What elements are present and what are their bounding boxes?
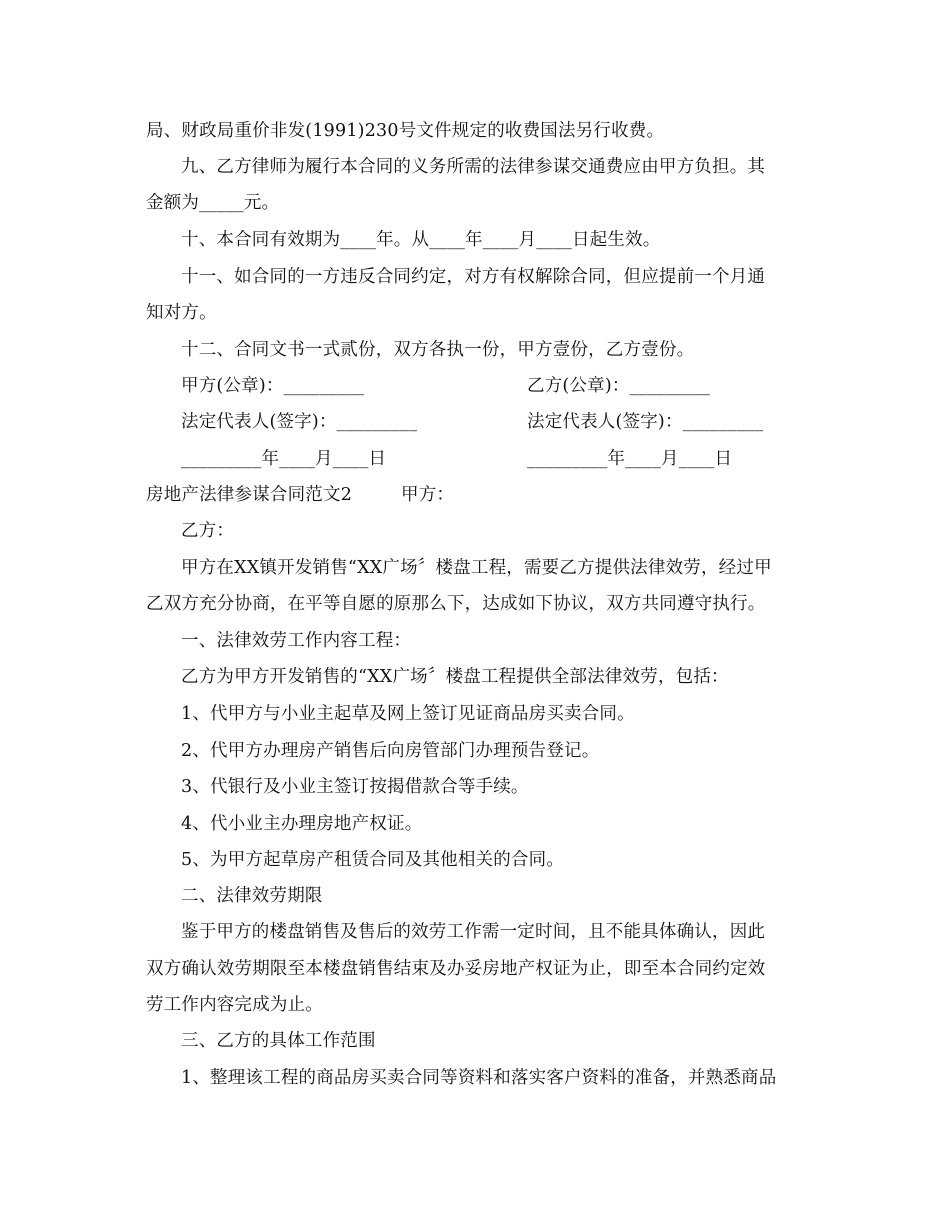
- party-a-representative: 法定代表人(签字)：_________: [181, 412, 418, 432]
- text-line: 乙双方充分协商，在平等自愿的原那么下，达成如下协议，双方共同遵守执行。: [146, 594, 766, 614]
- party-b-representative: 法定代表人(签字)：_________: [527, 412, 764, 432]
- list-item: 1、代甲方与小业主起草及网上签订见证商品房买卖合同。: [181, 704, 635, 724]
- party-b-date: _________年____月____日: [527, 449, 733, 469]
- party-a-seal: 甲方(公章)：_________: [181, 376, 365, 396]
- party-a-label: 甲方：: [401, 485, 455, 505]
- subheading-2: 二、法律效劳期限: [181, 886, 323, 906]
- text-line: 金额为_____元。: [146, 193, 280, 213]
- clause-10: 十、本合同有效期为____年。从____年____月____日起生效。: [181, 230, 661, 250]
- text-line: 局、财政局重价非发(1991)230号文件规定的收费国法另行收费。: [146, 121, 665, 141]
- text-line: 知对方。: [146, 303, 217, 323]
- clause-9: 九、乙方律师为履行本合同的义务所需的法律参谋交通费应由甲方负担。其: [181, 157, 766, 177]
- subheading-1: 一、法律效劳工作内容工程：: [181, 631, 412, 651]
- party-b-seal: 乙方(公章)：_________: [527, 376, 711, 396]
- list-item: 4、代小业主办理房地产权证。: [181, 814, 423, 834]
- list-item: 3、代银行及小业主签订按揭借款合等手续。: [181, 777, 529, 797]
- list-item: 5、为甲方起草房产租赁合同及其他相关的合同。: [181, 850, 565, 870]
- text-line: 乙方为甲方开发销售的“XX广场〞楼盘工程提供全部法律效劳，包括：: [181, 667, 729, 687]
- subheading-3: 三、乙方的具体工作范围: [181, 1031, 376, 1051]
- text-line: 1、整理该工程的商品房买卖合同等资料和落实客户资料的准备，并熟悉商品: [181, 1068, 777, 1088]
- list-item: 2、代甲方办理房产销售后向房管部门办理预告登记。: [181, 741, 600, 761]
- text-line: 甲方在XX镇开发销售“XX广场〞楼盘工程，需要乙方提供法律效劳，经过甲: [181, 558, 772, 578]
- clause-11: 十一、如合同的一方违反合同约定，对方有权解除合同，但应提前一个月通: [181, 267, 766, 287]
- section-heading: 房地产法律参谋合同范文2: [146, 485, 353, 505]
- text-line: 双方确认效劳期限至本楼盘销售结束及办妥房地产权证为止，即至本合同约定效: [146, 959, 766, 979]
- party-b-label: 乙方：: [181, 521, 235, 541]
- party-a-date: _________年____月____日: [181, 449, 387, 469]
- text-line: 劳工作内容完成为止。: [146, 995, 323, 1015]
- text-line: 鉴于甲方的楼盘销售及售后的效劳工作需一定时间，且不能具体确认，因此: [181, 922, 766, 942]
- clause-12: 十二、合同文书一式贰份，双方各执一份，甲方壹份，乙方壹份。: [181, 340, 695, 360]
